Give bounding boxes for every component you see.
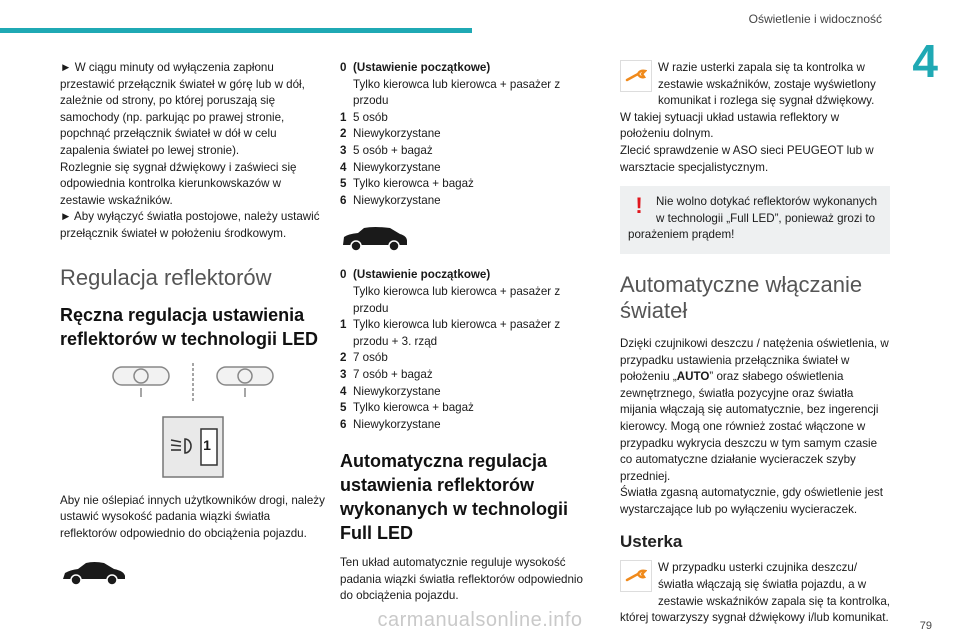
paragraph: Dzięki czujnikowi deszczu / natężenia oświetlenia, w przypadku ustawienia przełącznika świateł w położeniu „AUTO” oraz słabego oświetlenia zewnętrznego, światła pozycyjne oraz światła mijania włączają się automatycznie, bez ingerencji kierowcy. Mogą one również zostać włączone w przypadku wykrycia deszczu w tym samym czasie co automatyczne działanie wycieraczek szyby przedniej.: [620, 336, 889, 483]
list-item: 4 Niewykorzystane: [340, 384, 441, 398]
list-item: 6 Niewykorzystane: [340, 417, 441, 431]
list-item: 2 7 osób: [340, 351, 388, 365]
load-list-5-seat: [340, 60, 598, 209]
paragraph: ► Aby wyłączyć światła postojowe, należy ustawić przełącznik świateł w położeniu środkowym.: [60, 210, 320, 240]
list-item: 3 5 osób + bagaż: [340, 143, 433, 157]
column-1: [60, 60, 325, 604]
paragraph: Ten układ automatycznie reguluje wysokość padania wiązki światła reflektorów odpowiednio do obciążenia pojazdu.: [340, 556, 583, 603]
list-item: 5 Tylko kierowca + bagaż: [340, 177, 474, 191]
list-item: 0 (Ustawienie początkowe) Tylko kierowca lub kierowca + pasażer z przodu: [340, 61, 561, 108]
paragraph: Zlecić sprawdzenie w ASO sieci PEUGEOT lub w warsztacie specjalistycznym.: [620, 143, 874, 174]
hatchback-car-icon: [60, 560, 128, 586]
load-list-7-seat: [340, 267, 598, 433]
paragraph: W razie usterki zapala się ta kontrolka w zestawie wskaźników, zostaje wyświetlony komunikat i rozlega się sygnał dźwiękowy.: [658, 61, 876, 108]
dial-value-label: 1: [203, 436, 211, 453]
steering-wheel-icon: [103, 361, 283, 403]
heading-regulacja: Regulacja reflektorów: [60, 264, 272, 290]
list-item: 5 Tylko kierowca + bagaż: [340, 401, 474, 415]
paragraph: Aby nie oślepiać innych użytkowników drogi, należy ustawić wysokość padania wiązki światła reflektorów odpowiednio do obciążenia pojazdu.: [60, 493, 325, 540]
headlight-dial-figure: [60, 415, 325, 479]
headlight-adjust-dial-icon: [161, 415, 225, 479]
paragraph: W przypadku usterki czujnika deszczu/ światła włączają się światła pojazdu, a w zestawie wskaźników zapala się ta kontrolka, której towarzyszy sygnał dźwiękowy i/lub komunikat.: [620, 561, 890, 625]
heading-reczna-regulacja: Ręczna regulacja ustawienia reflektorów w technologii LED: [60, 304, 319, 349]
header-accent-bar: [0, 28, 472, 33]
list-item: 3 7 osób + bagaż: [340, 367, 433, 381]
chapter-number: 4: [912, 35, 938, 87]
section-title: Oświetlenie i widoczność: [748, 12, 882, 26]
paragraph: Rozlegnie się sygnał dźwiękowy i zaświeci się odpowiednia kontrolka kierunkowskazów w zestawie wskaźników.: [60, 160, 297, 207]
list-item: 2 Niewykorzystane: [340, 127, 441, 141]
column-2: [340, 60, 598, 605]
list-item: 1 5 osób: [340, 110, 388, 124]
page-number: 79: [919, 620, 932, 632]
exclamation-icon: !: [635, 193, 643, 219]
safety-note-box: [620, 186, 890, 254]
watermark: carmanualsonline.info: [377, 609, 583, 631]
wrench-warning-icon: [620, 560, 652, 592]
suv-car-icon: [340, 225, 410, 253]
column-3: [620, 60, 890, 627]
auto-keyword: AUTO: [676, 370, 710, 384]
car-figure: [60, 560, 325, 586]
suv-car-figure: [340, 225, 598, 253]
wrench-warning-icon: [620, 60, 652, 92]
list-item: 4 Niewykorzystane: [340, 160, 441, 174]
paragraph: ► W ciągu minuty od wyłączenia zapłonu przestawić przełącznik świateł w górę lub w dół, zależnie od strony, po której poruszają się samochody (np. parkując po prawej stronie, popchnąć przełącznik świateł w dół w celu zapalenia świateł po lewej stronie).: [60, 61, 305, 157]
heading-automatyczna-regulacja: Automatyczna regulacja ustawienia reflektorów wykonanych w technologii Full LED: [340, 451, 569, 544]
heading-automatyczne-wlaczanie: Automatyczne włączanie świateł: [620, 271, 863, 323]
heading-usterka: Usterka: [620, 532, 683, 552]
list-item: 1 Tylko kierowca lub kierowca + pasażer z przodu + 3. rząd: [340, 318, 561, 348]
steering-wheel-figure: [60, 361, 325, 403]
safety-note-text: Nie wolno dotykać reflektorów wykonanych w technologii „Full LED”, ponieważ grozi to porażeniem prądem!: [628, 195, 878, 242]
paragraph: W takiej sytuacji układ ustawia reflektory w położeniu dolnym.: [620, 110, 840, 141]
list-item: 6 Niewykorzystane: [340, 193, 441, 207]
paragraph: Światła zgasną automatycznie, gdy oświetlenie jest wystarczające lub po wyłączeniu wycieraczek.: [620, 486, 883, 516]
list-item: 0 (Ustawienie początkowe) Tylko kierowca lub kierowca + pasażer z przodu: [340, 268, 561, 315]
